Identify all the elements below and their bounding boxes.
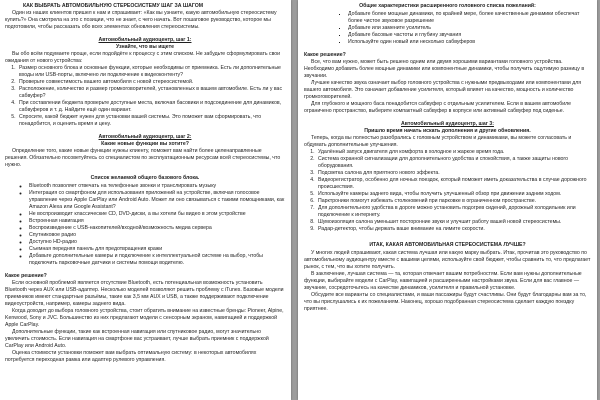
solution-heading-right: Какое решение? [304,52,346,58]
step2-heading-title: Автомобильный аудиоцентр, шаг 2: [98,134,192,140]
step3-heading-title: Автомобильный аудиоцентр, шаг 3: [401,121,494,127]
list-item: ◦ Интеграция со смартфоном для использования приложений на устройстве, включая голосовое управление через Apple CarPlay или Android Auto. Может ли оно связываться с такими помощниками, как Amazon Alexa или Google Assistant? [29,190,285,211]
list-item: ◦ Доступно HD-радио [29,239,285,246]
list-item: ▪ Добавьте или замените усилитель [348,25,591,32]
list-item: ◦ Съемная передняя панель для предотвращения кражи [29,246,285,253]
wishlist-heading: Список желаемой общего базового блока. [90,175,200,181]
step3-list [304,149,591,233]
intro-paragraph: Один из наших клиентов пришел к нам и спрашивает: «Как вы узнаете, какую автомобильную стереосистему купить?» Она смотрела на это с позиции, что не знает, с чего начать. Вот пошаговое руководство, которое мы подготовили, чтобы рассказать обо всех элементах обновления стереосистемы. [5,10,277,30]
list-item: ▪ Добавьте басовые частоты и глубину звучания [348,32,591,39]
conclusion-paragraph: У многих людей спрашивают, какая система лучшая или какую марку выбрать. Итак, прочитав это руководство по автомобильному аудиоцентру вместе с вашими целями, используйте свой бюджет, чтобы сравнить то, что предлагает рынок, с тем, что вы хотите получить. [304,250,591,270]
solution-paragraph: Для глубокого и мощного баса понадобится сабвуфер с отдельным усилителем. Если в вашем автомобиле ограничено пространство, выберите компактный сабвуфер в корпусе или активный сабвуфер под сиденье. [304,101,572,114]
list-item: 2. Проверьте совместимость вашего автомобиля с новой стереосистемой. [17,79,285,86]
list-item: 5. Спросите, какой бюджет нужен для установки вашей системы. Это поможет вам сформировать, что понадобится, и оценить время и цену. [17,114,285,128]
list-item: 2. Система охранной сигнализации для дополнительного удобства и спокойствия, а также защиты нового оборудования. [316,156,591,170]
document-page-left [0,0,291,400]
solution-paragraph: Когда доходит до выбора головного устройства, стоит обратить внимание на известные бренды: Pioneer, Alpine, Kenwood, Sony и JVC. Большинство из них предлагают модели с сенсорным экраном, навигацией и поддержкой Apple CarPlay. [5,308,284,328]
conclusion-heading: ИТАК, КАКАЯ АВТОМОБИЛЬНАЯ СТЕРЕОСИСТЕМА ЛУЧШЕ? [369,242,526,248]
step3-heading [304,121,591,135]
document-title: КАК ВЫБРАТЬ АВТОМОБИЛЬНУЮ СТЕРЕОСИСТЕМУ ШАГ ЗА ШАГОМ [23,3,204,9]
list-item: 3. Подсветка салона для приятного нового эффекта. [316,170,591,177]
list-item: ◦ Добавьте дополнительные камеры и подключение к интеллектуальной системе на выбор, чтобы подключить парковочные датчики и системы помощи водителю. [29,253,285,267]
step1-list [5,65,285,128]
step1-heading-subtitle: Узнайте, что вы ищете [115,44,175,50]
list-item: 9. Радар-детектор, чтобы держать ваше внимание на лимите скорости. [316,226,591,233]
solution-paragraph: Оценка стоимости установки поможет вам выбрать оптимальную систему: в некоторых автомобилях потребуется переходная рамка или адаптер рулевого управления. [5,350,257,363]
advanced-wishlist-heading: Общие характеристики расширенного головного списка пожеланий: [359,3,536,9]
list-item: ◦ Встроенная навигация [29,218,285,225]
step2-heading-subtitle: Какие новые функции вы хотите? [101,141,189,147]
list-item: ◦ Не воспроизводит классические CD, DVD-диски, а вы хотели бы видео в этом устройстве [29,211,285,218]
list-item: 3. Расположение, количество и размер громкоговорителей, установленных в вашем автомобиле. Есть ли у вас сабвуфер? [17,86,285,100]
list-item: ◦ Bluetooth позволяет отвечать на телефонные звонки и транслировать музыку [29,183,285,190]
solution-paragraph: Если основной проблемой является отсутствие Bluetooth, есть потенциальная возможность установить Bluetooth через AUX или USB-адаптер. Несколько моделей позволяют решить проблему с iTunes. Базовые модели приемников имеют стандартные разъёмы, такие как 3,5 мм AUX и USB, а также поддерживают подключение видеоустройств, например, камеры заднего вида. [5,280,284,307]
wishlist-list [5,183,285,267]
list-item: 7. Для дополнительного удобства в дороге можно установить подогрев сидений, дорожный холодильник или подключение к интернету. [316,205,591,219]
step2-paragraph: Определение того, какие новые функции нужны клиенту, поможет вам найти более целенаправленные решения. Обязательно посоветуйтесь со специалистом по эксплуатационным ресурсам всей стереосистемы, что нужно. [5,148,281,168]
list-item: 6. Парктроники помогут избежать столкновений при парковке в ограниченном пространстве. [316,198,591,205]
step2-heading [5,134,285,148]
list-item: 1. Удалённый запуск двигателя для комфорта в холодное и жаркое время года. [316,149,591,156]
document-page-right [298,0,597,400]
list-item: 4. Видеорегистратор, особенно для ночных поездок, который поможет иметь доказательства в случае дорожного происшествия. [316,177,591,191]
conclusion-paragraph: Обсудите все варианты со специалистами, и ваши пассажиры будут счастливы. Они будут благодарны вам за то, что вы прислушались к их пожеланиям. Наконец, хорошо подобранная стереосистема сделает каждую поездку приятнее. [304,292,587,312]
list-item: 5. Используйте камеры заднего вида, чтобы получить улучшенный обзор при движении задним ходом. [316,191,591,198]
list-item: 4. При составлении бюджета проверьте доступные места, включая басовики и подсоединение для динамиков, сабвуферов и т. д. Найдите ещё один вариант. [17,100,285,114]
step1-paragraph: Вы обо всём подумаете проще, если подойдёте к процессу с этим списком. Не забудьте сформулировать свои ожидания от нового устройства: [5,51,281,64]
advanced-wishlist-list [304,11,591,46]
solution-paragraph: Все, что вам нужно, может быть решено одним или двумя хорошими вариантами головного устройства. Необходимо добавить более мощные динамики или компонентные динамики, чтобы получить ощутимую разницу в звучании. [304,59,585,79]
solution-paragraph: Лучшее качество звука означает выбор головного устройства с нужными предвыходами или компонентами для вашего автомобиля. Это означает добавление усилителя, который влияет на качество, мощность и количество громкоговорителей. [304,80,582,100]
solution-paragraph: Дополнительные функции, такие как встроенная навигация или спутниковое радио, могут значительно увеличить стоимость. Если навигация на смартфоне вас устраивает, лучше выбрать приемник с поддержкой CarPlay или Android Auto. [5,329,269,349]
conclusion-paragraph: В заключение, лучшая система — та, которая отвечает вашим потребностям. Если вам нужны дополнительные функции, выбирайте модели с CarPlay, навигацией и расширенными настройками звука. Если для вас главное — звучание, сосредоточьтесь на качестве динамиков, усилителя и правильной установке. [304,271,582,291]
step3-paragraph: Теперь, когда вы полностью разобрались с головным устройством и динамиками, вы можете согласовать и обдумать дополнительные улучшения. [304,135,572,148]
list-item: 8. Шумоизоляция салона уменьшит посторонние звуки и улучшит работу вашей новой стереосистемы. [316,219,591,226]
list-item: ▪ Добавьте более мощные динамики, по крайней мере, более качественные динамики обеспечат более чистое звуковое разрешение [348,11,591,25]
list-item: ◦ Воспроизведение с USB-накопителей/входной/возможность медиа сервера [29,225,285,232]
step1-heading [5,37,285,51]
step1-heading-title: Автомобильный аудиоцентр, шаг 1: [98,37,192,43]
list-item: 1. Размер основного блока и основные функции, которые необходимы от приемника. Есть ли дополнительные входы или USB-порты, включено ли подключение к видеоконтенту? [17,65,285,79]
solution-heading-left: Какое решение? [5,273,47,279]
step3-heading-subtitle: Пришло время начать искать дополнения и другие обновления. [364,128,531,134]
list-item: ◦ Спутниковое радио [29,232,285,239]
list-item: ▪ Используйте один новый или несколько сабвуферов [348,39,591,46]
